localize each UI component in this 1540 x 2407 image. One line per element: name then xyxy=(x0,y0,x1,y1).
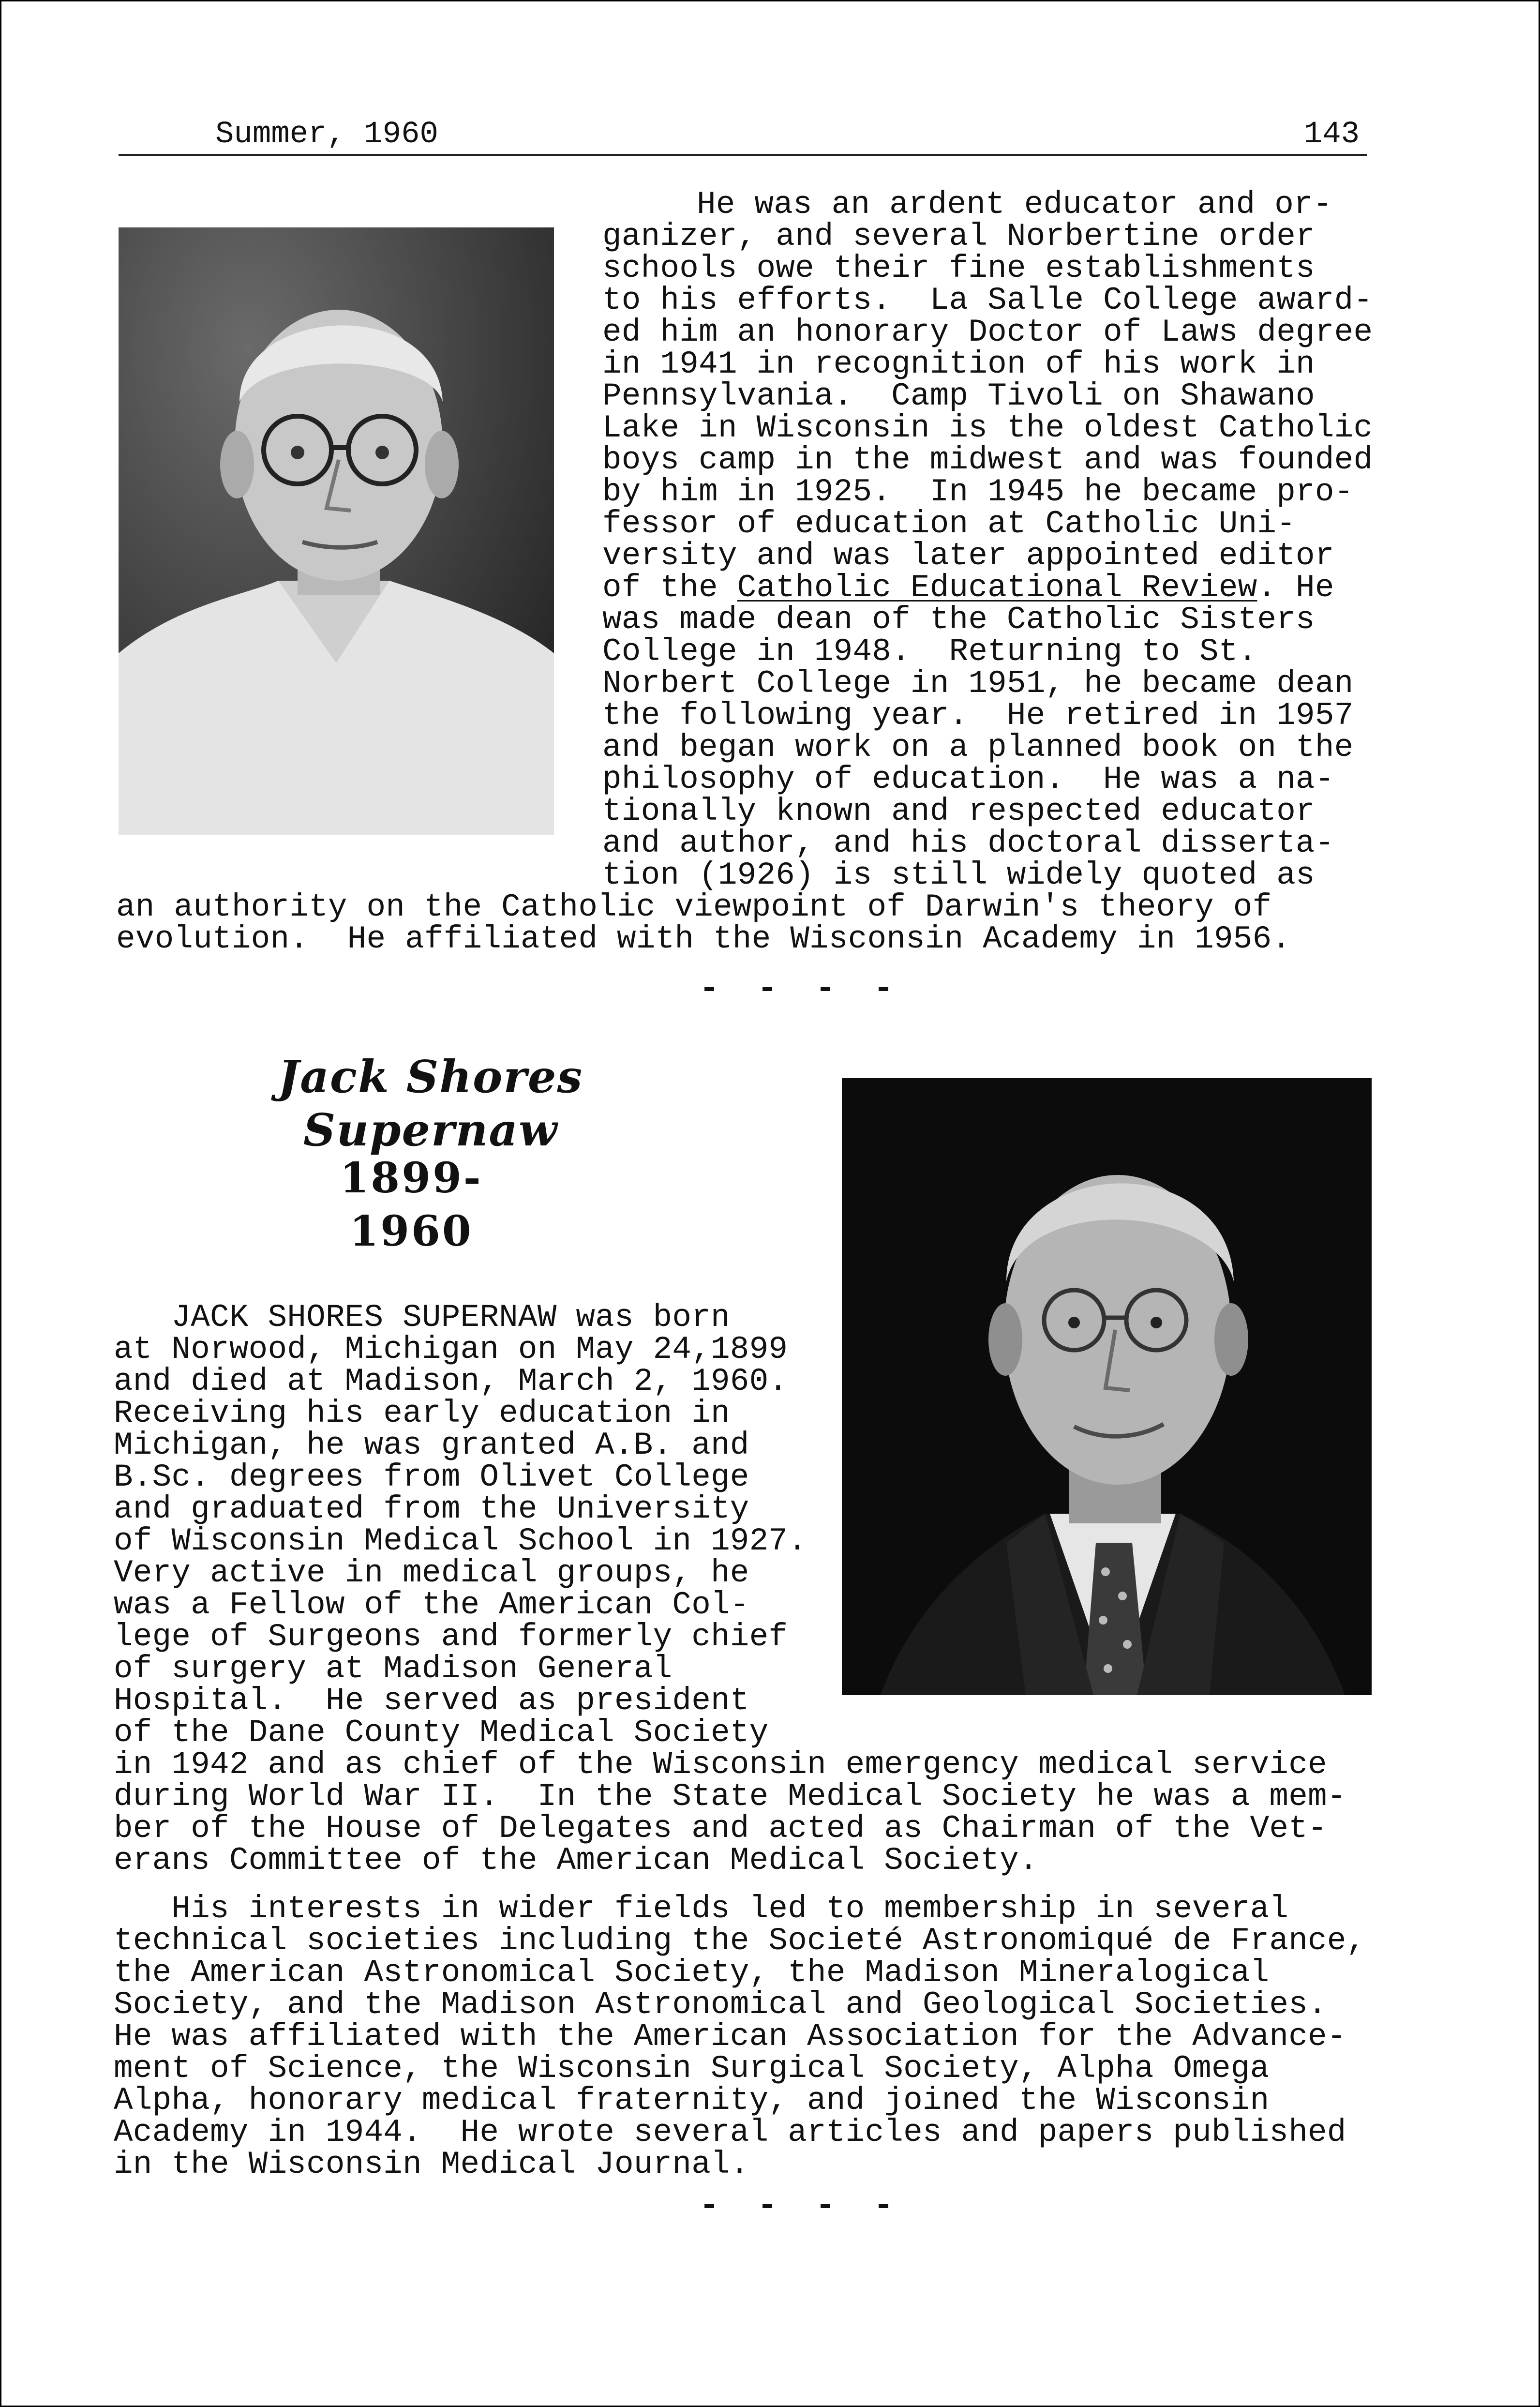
article2-line: of the Dane County Medical Society xyxy=(114,1715,769,1751)
article2-line: ber of the House of Delegates and acted as Chairman of the Vet- xyxy=(114,1810,1327,1847)
line-suffix: . He xyxy=(1257,570,1334,606)
article1-line: fessor of education at Catholic Uni- xyxy=(602,506,1296,542)
article2-line: B.Sc. degrees from Olivet College xyxy=(114,1459,749,1495)
article1-line: in 1941 in recognition of his work in xyxy=(602,346,1315,382)
article2-line: was a Fellow of the American Col- xyxy=(114,1587,749,1623)
article1-line: an authority on the Catholic viewpoint of Darwin's theory of xyxy=(116,889,1272,925)
article2-line: Society, and the Madison Astronomical and Geological Societies. xyxy=(114,1986,1327,2023)
article2-line: Receiving his early education in xyxy=(114,1395,730,1431)
article2-line: His interests in wider fields led to membership in several xyxy=(114,1891,1289,1927)
article1-line: the following year. He retired in 1957 xyxy=(602,697,1354,734)
issue-season: Summer, 1960 xyxy=(215,117,438,152)
line-prefix: of the xyxy=(602,570,737,606)
article2-line: and graduated from the University xyxy=(114,1491,749,1527)
article2-line: of Wisconsin Medical School in 1927. xyxy=(114,1523,807,1559)
article1-line: Lake in Wisconsin is the oldest Catholic xyxy=(602,410,1373,446)
page-number: 143 xyxy=(1303,117,1360,152)
article2-line: Hospital. He served as president xyxy=(114,1683,749,1719)
article2-line: Academy in 1944. He wrote several articles and papers published xyxy=(114,2114,1346,2151)
article1-line: tion (1926) is still widely quoted as xyxy=(602,857,1315,893)
article2-line: and died at Madison, March 2, 1960. xyxy=(114,1363,788,1399)
section-separator: - - - - xyxy=(699,970,903,1008)
article1-line: was made dean of the Catholic Sisters xyxy=(602,602,1315,638)
article1-line: schools owe their fine establishments xyxy=(602,250,1315,286)
article1-line: ed him an honorary Doctor of Laws degree xyxy=(602,314,1373,350)
article1-line xyxy=(602,572,1334,604)
article1-line: versity and was later appointed editor xyxy=(602,538,1334,574)
article2-line: ment of Science, the Wisconsin Surgical Society, Alpha Omega xyxy=(114,2050,1270,2087)
article1-line: by him in 1925. In 1945 he became pro- xyxy=(602,474,1354,510)
article2-line: the American Astronomical Society, the Madison Mineralogical xyxy=(114,1955,1270,1991)
article2-line: of surgery at Madison General xyxy=(114,1651,673,1687)
article2-line: in 1942 and as chief of the Wisconsin emergency medical service xyxy=(114,1746,1327,1783)
article1-line: and began work on a planned book on the xyxy=(602,729,1354,766)
article2-line: in the Wisconsin Medical Journal. xyxy=(114,2146,749,2182)
section-separator: - - - - xyxy=(699,2187,903,2226)
article2-line: lege of Surgeons and formerly chief xyxy=(114,1619,788,1655)
article1-line: tionally known and respected educator xyxy=(602,793,1315,829)
article1-line: philosophy of education. He was a na- xyxy=(602,761,1334,797)
obituary-years: 1899-1960 xyxy=(340,1154,483,1256)
article2-line: Alpha, honorary medical fraternity, and joined the Wisconsin xyxy=(114,2082,1270,2119)
journal-title: Catholic Educational Review xyxy=(737,570,1257,606)
article1-line: to his efforts. La Salle College award- xyxy=(602,282,1373,318)
running-header xyxy=(119,115,1367,156)
article1-line: Pennsylvania. Camp Tivoli on Shawano xyxy=(602,378,1315,414)
portrait-photo-clergyman xyxy=(119,227,554,835)
article1-line: boys camp in the midwest and was founded xyxy=(602,442,1373,478)
article2-line: Very active in medical groups, he xyxy=(114,1555,749,1591)
article2-line: Michigan, he was granted A.B. and xyxy=(114,1427,749,1463)
article2-line: during World War II. In the State Medical Society he was a mem- xyxy=(114,1778,1346,1815)
article2-line: He was affiliated with the American Association for the Advance- xyxy=(114,2018,1346,2055)
article1-line: College in 1948. Returning to St. xyxy=(602,633,1257,670)
article1-line: He was an ardent educator and or- xyxy=(697,186,1332,223)
article1-line: and author, and his doctoral disserta- xyxy=(602,825,1334,861)
obituary-title: Jack Shores Supernaw xyxy=(278,1051,583,1156)
article1-line: evolution. He affiliated with the Wisconsin Academy in 1956. xyxy=(116,921,1291,957)
article2-line: erans Committee of the American Medical Society. xyxy=(114,1842,1038,1879)
article1-line: ganizer, and several Norbertine order xyxy=(602,218,1315,255)
portrait-photo-supernaw xyxy=(842,1078,1372,1695)
article2-line: technical societies including the Societé Astronomiqué de France, xyxy=(114,1923,1366,1959)
article2-line: JACK SHORES SUPERNAW was born xyxy=(114,1299,730,1336)
article1-line: Norbert College in 1951, he became dean xyxy=(602,665,1354,702)
article2-line: at Norwood, Michigan on May 24,1899 xyxy=(114,1331,788,1368)
